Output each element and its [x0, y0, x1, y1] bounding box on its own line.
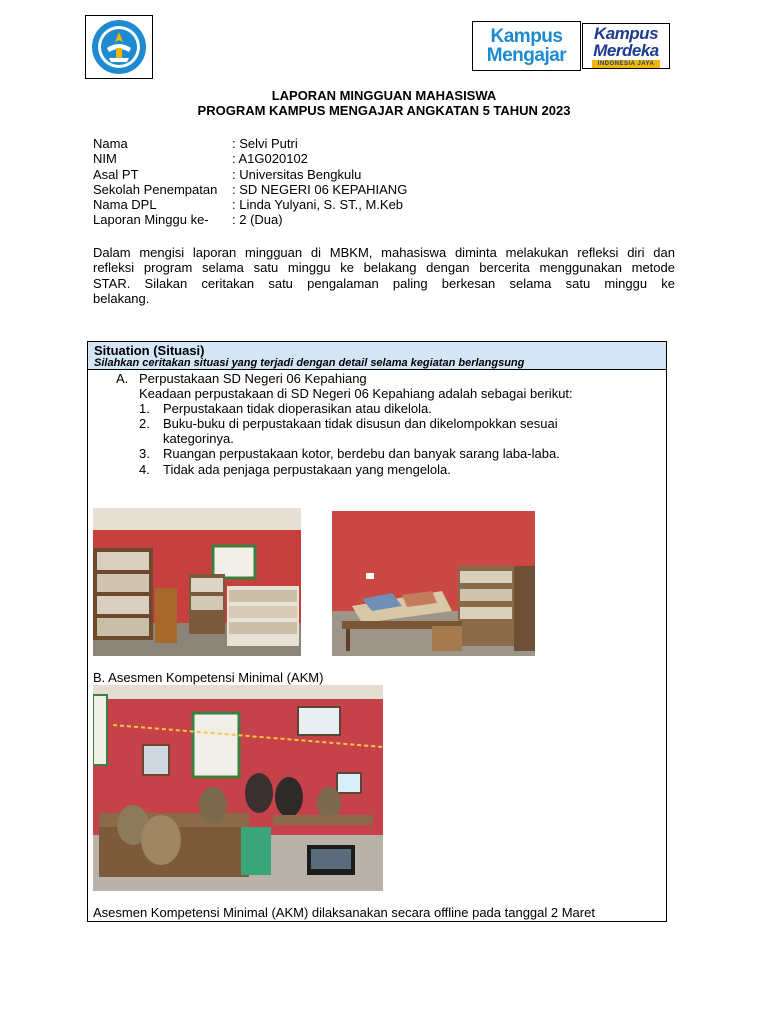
kampus-merdeka-logo — [582, 23, 670, 69]
info-value: : Selvi Putri — [232, 136, 298, 151]
info-row — [93, 197, 407, 212]
list-number: 1. — [139, 401, 150, 416]
logo-text: Merdeka — [593, 40, 659, 60]
info-row — [93, 136, 407, 151]
info-row — [93, 167, 407, 182]
logo-text: Mengajar — [486, 45, 567, 66]
info-value: : SD NEGERI 06 KEPAHIANG — [232, 181, 408, 197]
info-row — [93, 212, 407, 227]
tut-wuri-handayani-logo — [85, 15, 153, 79]
list-item: Perpustakaan tidak dioperasikan atau dikelola. — [163, 401, 432, 416]
situation-subheading: Silahkan ceritakan situasi yang terjadi dengan detail selama kegiatan berlangsung — [94, 357, 525, 369]
kampus-mengajar-logo — [472, 21, 581, 71]
info-label: Nama DPL — [93, 197, 157, 213]
logo-text: Kampus — [593, 23, 659, 43]
intro-paragraph — [93, 245, 675, 306]
messy-library-photo — [332, 511, 535, 656]
info-value: : A1G020102 — [232, 151, 308, 167]
intro-line: STAR. Silakan ceritakan satu pengalaman paling berkesan selama satu minggu ke — [93, 275, 675, 291]
akm-classroom-photo — [93, 685, 383, 891]
section-b-title: B. Asesmen Kompetensi Minimal (AKM) — [93, 670, 324, 685]
intro-line: Dalam mengisi laporan mingguan di MBKM, mahasiswa diminta melakukan refleksi diri dan — [93, 245, 675, 260]
info-value: : Universitas Bengkulu — [232, 166, 362, 182]
info-label: NIM — [93, 151, 117, 167]
info-label: Sekolah Penempatan — [93, 181, 218, 197]
intro-line: belakang. — [93, 290, 150, 306]
library-shelves-photo — [93, 508, 301, 656]
info-value: : Linda Yulyani, S. ST., M.Keb — [232, 197, 404, 213]
report-title: LAPORAN MINGGUAN MAHASISWA — [271, 88, 497, 103]
situation-header — [88, 342, 666, 370]
section-a-marker: A. — [116, 371, 129, 386]
situation-heading: Situation (Situasi) — [94, 343, 205, 358]
list-number: 3. — [139, 446, 150, 461]
info-value: : 2 (Dua) — [232, 212, 283, 228]
list-item: Tidak ada penjaga perpustakaan yang mengelola. — [163, 462, 451, 477]
list-item: Buku-buku di perpustakaan tidak disusun dan dikelompokkan sesuai — [163, 416, 558, 431]
list-number: 2. — [139, 416, 150, 431]
info-row — [93, 182, 407, 197]
report-subtitle: PROGRAM KAMPUS MENGAJAR ANGKATAN 5 TAHUN 2023 — [197, 103, 571, 118]
info-label: Laporan Minggu ke- — [93, 212, 209, 228]
student-info — [93, 136, 407, 228]
info-row — [93, 151, 407, 166]
section-a-intro: Keadaan perpustakaan di SD Negeri 06 Kepahiang adalah sebagai berikut: — [139, 386, 573, 401]
logo-text: Kampus — [490, 26, 563, 47]
list-item: Ruangan perpustakaan kotor, berdebu dan banyak sarang laba-laba. — [163, 446, 560, 461]
info-label: Nama — [93, 136, 128, 151]
intro-line: refleksi program selama satu minggu ke belakang dengan bercerita menggunakan metode — [93, 260, 675, 276]
list-number: 4. — [139, 462, 150, 477]
akm-closing-text: Asesmen Kompetensi Minimal (AKM) dilaksanakan secara offline pada tanggal 2 Maret — [93, 905, 595, 920]
logo-text: INDONESIA JAYA — [592, 60, 661, 68]
list-item: kategorinya. — [163, 431, 234, 446]
section-a-title: Perpustakaan SD Negeri 06 Kepahiang — [139, 371, 367, 386]
info-label: Asal PT — [93, 166, 139, 182]
